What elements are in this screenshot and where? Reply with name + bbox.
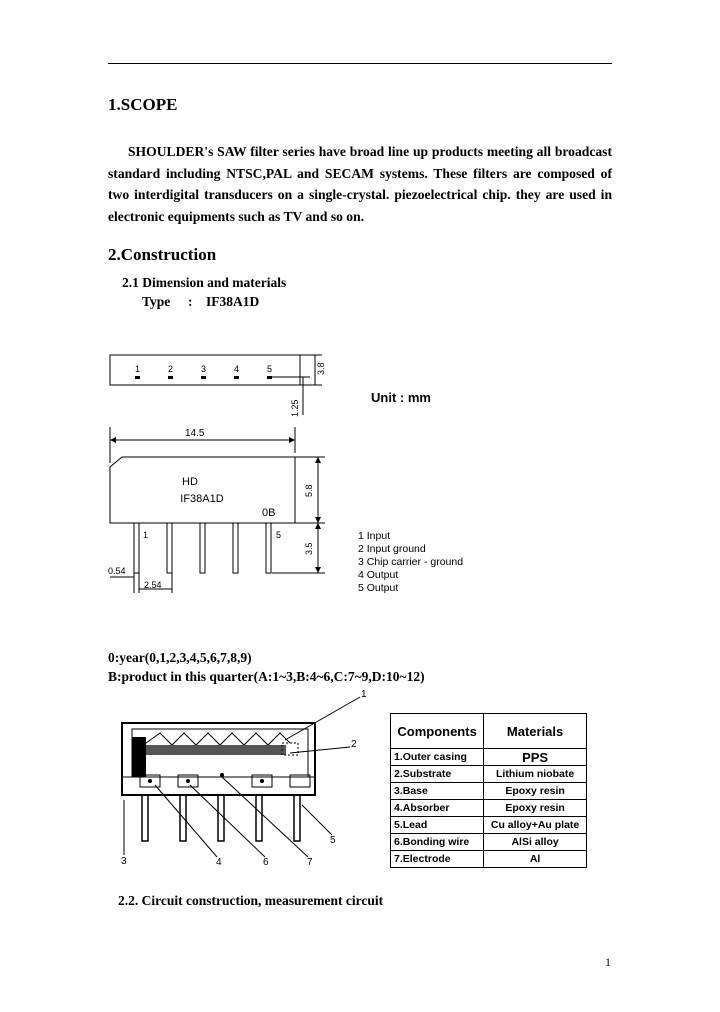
table-cell: Cu alloy+Au plate (484, 817, 587, 834)
type-label: Type (142, 294, 171, 309)
table-cell: AlSi alloy (484, 834, 587, 851)
construction-heading: 2.Construction (108, 245, 217, 264)
table-cell: Lithium niobate (484, 766, 587, 783)
callout-label: 1 (361, 689, 367, 700)
materials-table (390, 713, 587, 868)
dim-offset: 1.25 (290, 399, 300, 417)
table-cell: 1.Outer casing (391, 749, 484, 766)
pin-first-label: 1 (143, 530, 149, 540)
pin-last-label: 5 (276, 530, 282, 540)
dim-pitch: 2.54 (144, 580, 162, 590)
table-cell: Epoxy resin (484, 783, 587, 800)
top-pin-label: 4 (234, 364, 240, 374)
table-cell: 4.Absorber (391, 800, 484, 817)
marking-line2: IF38A1D (180, 493, 224, 505)
type-value: IF38A1D (206, 294, 260, 309)
table-header: Components (391, 714, 484, 749)
table-row (391, 749, 587, 766)
callout-label: 5 (330, 835, 336, 846)
table-header: Materials (484, 714, 587, 749)
marking-line1: HD (182, 476, 198, 488)
table-cell: Epoxy resin (484, 800, 587, 817)
scope-paragraph: SHOULDER's SAW filter series have broad line up products meeting all broadcast standard including NTSC,PAL and SECAM systems. These filters are composed of two interdigital transducers on a single-crystal. piezoelectrical chip. they are used in electronic equipments such as TV and so on. (108, 144, 612, 224)
table-row (391, 834, 587, 851)
cross-section-drawing (110, 685, 380, 870)
date-code-quarter: B:product in this quarter(A:1~3,B:4~6,C:7~9,D:10~12) (108, 669, 425, 684)
table-cell: 3.Base (391, 783, 484, 800)
table-row (391, 851, 587, 868)
dim-width: 14.5 (185, 428, 205, 439)
top-pin-label: 3 (201, 364, 207, 374)
dim-lead-length: 3.5 (304, 542, 314, 555)
top-pin-label: 5 (267, 364, 273, 374)
top-pin-label: 2 (168, 364, 174, 374)
dimension-subheading: 2.1 Dimension and materials (122, 275, 287, 290)
table-cell: 6.Bonding wire (391, 834, 484, 851)
table-row (391, 800, 587, 817)
unit-label: Unit : mm (371, 390, 431, 405)
header-rule (108, 63, 612, 64)
callout-label: 4 (216, 857, 222, 868)
circuit-subheading: 2.2. Circuit construction, measurement circuit (118, 893, 384, 908)
table-cell: PPS (484, 749, 587, 766)
type-separator: : (188, 294, 193, 309)
callout-label: 2 (351, 739, 357, 750)
table-cell: 7.Electrode (391, 851, 484, 868)
date-code-year: 0:year(0,1,2,3,4,5,6,7,8,9) (108, 650, 252, 665)
dim-body-height: 5.8 (304, 484, 314, 497)
table-cell: 5.Lead (391, 817, 484, 834)
top-pin-label: 1 (135, 364, 141, 374)
marking-code: 0B (262, 507, 276, 519)
scope-heading: 1.SCOPE (108, 95, 178, 114)
pin-function-list (358, 530, 463, 595)
pin-function: 3 Chip carrier - ground (358, 556, 464, 568)
table-row (391, 766, 587, 783)
table-cell: Al (484, 851, 587, 868)
dim-height-top: 3.8 (316, 362, 326, 375)
callout-label: 7 (307, 857, 313, 868)
table-header-row (391, 714, 587, 749)
pin-function: 1 Input (358, 530, 391, 542)
table-cell: 2.Substrate (391, 766, 484, 783)
table-row (391, 783, 587, 800)
table-row (391, 817, 587, 834)
dim-pin-width: 0.54 (108, 566, 126, 576)
callout-label: 6 (263, 857, 269, 868)
pin-function: 2 Input ground (358, 543, 426, 555)
page-number: 1 (605, 955, 611, 969)
pin-function: 5 Output (358, 582, 399, 594)
pin-function: 4 Output (358, 569, 399, 581)
callout-label: 3 (121, 856, 127, 867)
